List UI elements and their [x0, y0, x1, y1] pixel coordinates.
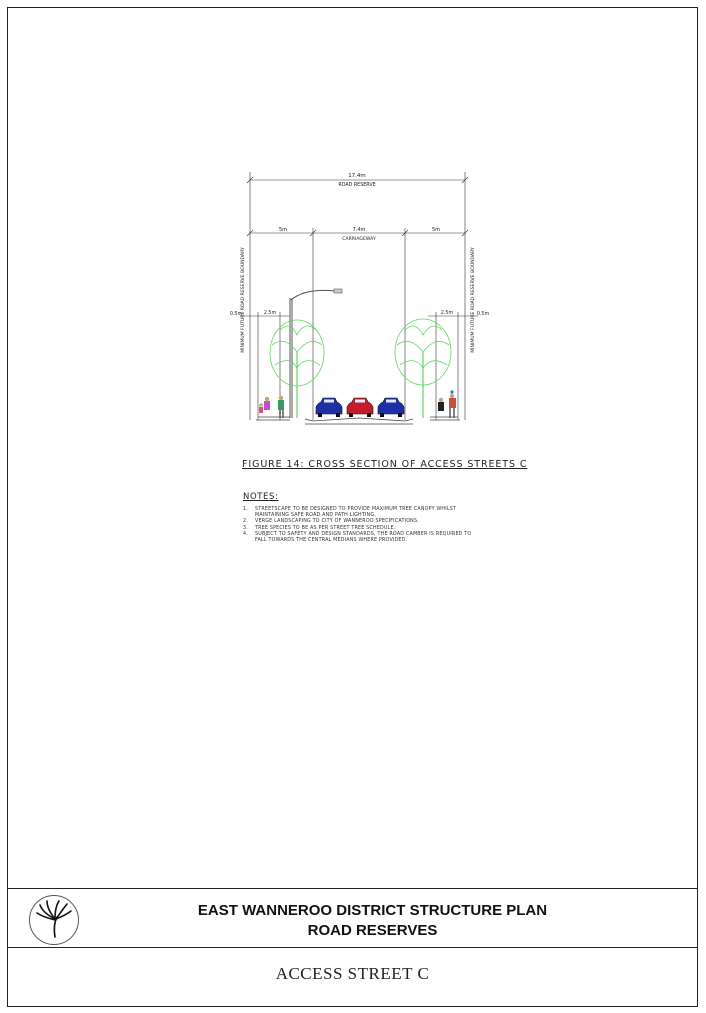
note-text: STREETSCAPE TO BE DESIGNED TO PROVIDE MAXIMUM TREE CANOPY WHILST MAINTAINING SAFE ROAD AND PATH LIGHTING. — [255, 507, 457, 519]
notes-heading: NOTES: — [243, 492, 279, 502]
pedestrians-right — [438, 390, 456, 418]
car — [316, 398, 342, 417]
note-text: TREE SPECIES TO BE AS PER STREET TREE SCHEDULE. — [255, 525, 396, 531]
figure-caption: FIGURE 14: CROSS SECTION OF ACCESS STREETS C — [242, 459, 528, 470]
note-item — [243, 532, 483, 544]
car — [378, 398, 404, 417]
car — [347, 398, 373, 417]
road-reserve-width: 17.4m — [348, 173, 366, 179]
note-item — [243, 507, 483, 519]
note-number: 3. — [243, 525, 248, 531]
title-line-1: EAST WANNEROO DISTRICT STRUCTURE PLAN — [197, 902, 548, 919]
notes-list — [243, 507, 483, 544]
sheet-title: ACCESS STREET C — [275, 964, 430, 983]
left-verge-width: 5m — [278, 227, 288, 233]
title-block — [7, 888, 698, 948]
note-text: SUBJECT TO SAFETY AND DESIGN STANDARDS, THE ROAD CAMBER IS REQUIRED TO FALL TOWARDS THE CENTRAL MEDIANS WHERE PROVIDED. — [255, 531, 472, 544]
cars — [316, 398, 404, 417]
right-path: 2.5m — [440, 311, 454, 316]
pedestrians-left — [259, 396, 284, 418]
road-reserve-label: ROAD RESERVE — [338, 183, 376, 188]
right-verge-width: 5m — [431, 227, 441, 233]
boundary-label-right: MINIMUM FUTURE ROAD RESERVE BOUNDARY — [471, 247, 476, 353]
note-text: VERGE LANDSCAPING TO CITY OF WANNEROO SPECIFICATIONS. — [255, 519, 419, 525]
left-offset: 0.5m — [229, 312, 243, 317]
note-number: 4. — [243, 531, 248, 537]
carriageway-width: 7.4m — [352, 227, 366, 233]
carriageway-label: CARRIAGEWAY — [342, 237, 376, 242]
left-path: 2.5m — [263, 311, 277, 316]
note-number: 2. — [243, 519, 248, 525]
note-number: 1. — [243, 507, 248, 512]
boundary-label-left: MINIMUM FUTURE ROAD RESERVE BOUNDARY — [241, 247, 246, 353]
road-surface — [256, 417, 460, 424]
title-line-2: ROAD RESERVES — [307, 922, 438, 939]
right-offset: 0.5m — [476, 312, 490, 317]
